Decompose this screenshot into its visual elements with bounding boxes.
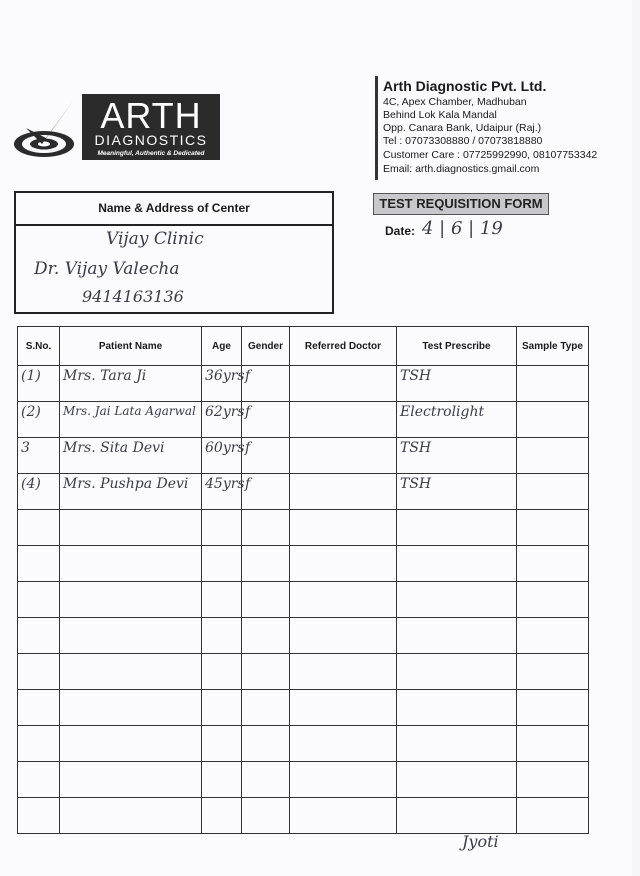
table-row [18,510,589,546]
cell-age [202,798,242,834]
cell-patient-name [60,438,202,474]
cell-age [202,366,245,402]
cell-sample-type [517,762,589,798]
address-divider [375,76,378,180]
cell-patient-name [60,762,202,798]
cell-referred-doctor [290,762,397,798]
handwritten-test-prescribe: Electrolight [400,404,485,420]
date-value-handwritten: 4 | 6 | 19 [422,218,503,239]
cell-patient-name [60,546,202,582]
cell-patient-name [60,654,202,690]
cell-sno [18,762,60,798]
cell-age [202,582,242,618]
cell-sno [18,402,60,438]
cell-gender [242,618,290,654]
cell-patient-name [60,474,202,510]
cell-age [202,762,242,798]
cell-referred-doctor [290,546,397,582]
cell-test-prescribe [397,438,517,474]
cell-test-prescribe [397,690,517,726]
cell-gender [242,582,290,618]
handwritten-test-prescribe: TSH [400,476,432,492]
table-row [18,402,589,438]
company-name: Arth Diagnostic Pvt. Ltd. [383,78,547,94]
cell-patient-name [60,402,202,438]
target-check-icon [12,94,82,164]
handwritten-age: 60yrs [205,440,245,456]
email-line: Email: arth.diagnostics.gmail.com [383,163,540,175]
cell-sample-type [517,654,589,690]
center-address-box [14,191,334,314]
cell-sample-type [517,582,589,618]
address-line: 4C, Apex Chamber, Madhuban [383,96,527,108]
cell-sno [18,798,60,834]
cell-age [202,474,245,510]
cell-gender [242,798,290,834]
cell-sno [18,582,60,618]
header-sample-type: Sample Type [517,327,589,366]
handwritten-gender: f [245,404,251,420]
header-sno: S.No. [18,327,60,366]
table-row [18,582,589,618]
cell-referred-doctor [290,582,397,618]
cell-test-prescribe [397,474,517,510]
logo-tagline: Meaningful, Authentic & Dedicated [97,150,205,157]
signature-handwritten: Jyoti [462,832,499,851]
cell-sno [18,546,60,582]
cell-gender [242,438,290,474]
handwritten-sno: 3 [21,440,30,456]
cell-sno [18,474,60,510]
cell-gender [242,690,290,726]
cell-sno [18,654,60,690]
cell-patient-name [60,366,202,402]
handwritten-age: 45yrs [205,476,245,492]
logo-subtitle: DIAGNOSTICS [94,132,208,148]
cell-sno [18,726,60,762]
cell-sample-type [517,366,589,402]
handwritten-patient-name: Mrs. Pushpa Devi [63,476,189,492]
cell-referred-doctor [290,474,397,510]
cell-sno [18,618,60,654]
cell-referred-doctor [290,690,397,726]
handwritten-gender: f [245,476,251,492]
cell-sample-type [517,546,589,582]
cell-sno [18,366,60,402]
handwritten-patient-name: Mrs. Jai Lata Agarwal [63,404,196,418]
cell-gender [242,762,290,798]
cell-age [202,726,242,762]
table-header-row [18,327,589,366]
handwritten-sno: (2) [21,404,41,420]
handwritten-test-prescribe: TSH [400,368,432,384]
cell-age [202,402,245,438]
cell-test-prescribe [397,402,517,438]
cell-test-prescribe [397,582,517,618]
handwritten-patient-name: Mrs. Tara Ji [63,368,147,384]
header-patient-name: Patient Name [60,327,202,366]
cell-sample-type [517,690,589,726]
cell-gender [242,474,290,510]
cell-gender [242,546,290,582]
cell-referred-doctor [290,510,397,546]
cell-test-prescribe [397,510,517,546]
cell-referred-doctor [290,798,397,834]
cell-age [202,438,245,474]
cell-age [202,510,242,546]
date-label: Date: [385,224,416,238]
cell-gender [242,726,290,762]
cell-referred-doctor [290,402,397,438]
cell-referred-doctor [290,366,397,402]
address-line: Opp. Canara Bank, Udaipur (Raj.) [383,122,542,134]
table-row [18,618,589,654]
cell-test-prescribe [397,762,517,798]
header-gender: Gender [242,327,290,366]
logo-wordmark: ARTH [100,95,202,136]
cell-test-prescribe [397,654,517,690]
cell-referred-doctor [290,654,397,690]
form-title: TEST REQUISITION FORM [373,193,549,215]
patient-table [17,326,589,834]
cell-age [202,546,242,582]
phone-line: Tel : 07073308880 / 07073818880 [383,135,543,147]
handwritten-gender: f [245,440,251,456]
cell-patient-name [60,510,202,546]
cell-test-prescribe [397,726,517,762]
cell-patient-name [60,690,202,726]
cell-patient-name [60,726,202,762]
cell-age [202,690,242,726]
header-referred-doctor: Referred Doctor [290,327,397,366]
cell-gender [242,366,290,402]
cell-sample-type [517,618,589,654]
table-row [18,690,589,726]
handwritten-age: 36yrs [205,368,245,384]
arth-logo [12,94,212,164]
table-row [18,654,589,690]
cell-sno [18,438,60,474]
cell-sample-type [517,402,589,438]
handwritten-patient-name: Mrs. Sita Devi [63,440,165,456]
handwritten-age: 62yrs [205,404,245,420]
cell-sample-type [517,510,589,546]
address-line: Behind Lok Kala Mandal [383,109,497,121]
cell-age [202,654,242,690]
handwritten-sno: (1) [21,368,41,384]
table-row [18,366,589,402]
handwritten-test-prescribe: TSH [400,440,432,456]
cell-sno [18,690,60,726]
header-age: Age [202,327,242,366]
table-row [18,438,589,474]
cell-gender [242,402,290,438]
table-row [18,474,589,510]
cell-patient-name [60,582,202,618]
cell-test-prescribe [397,618,517,654]
cell-referred-doctor [290,438,397,474]
cell-test-prescribe [397,366,517,402]
customer-care-line: Customer Care : 07725992990, 08107753342 [383,149,598,161]
cell-referred-doctor [290,618,397,654]
header-test-prescribe: Test Prescribe [397,327,517,366]
cell-referred-doctor [290,726,397,762]
center-name-handwritten: Vijay Clinic [106,229,204,249]
cell-sno [18,510,60,546]
cell-sample-type [517,438,589,474]
center-heading: Name & Address of Center [16,193,332,226]
cell-patient-name [60,618,202,654]
cell-gender [242,510,290,546]
cell-patient-name [60,798,202,834]
handwritten-sno: (4) [21,476,41,492]
table-row [18,546,589,582]
handwritten-gender: f [245,368,251,384]
table-row [18,726,589,762]
center-phone-handwritten: 9414163136 [82,287,184,306]
table-row [18,762,589,798]
cell-age [202,618,242,654]
cell-test-prescribe [397,798,517,834]
doctor-name-handwritten: Dr. Vijay Valecha [34,259,180,279]
cell-sample-type [517,726,589,762]
cell-sample-type [517,474,589,510]
table-row [18,798,589,834]
cell-test-prescribe [397,546,517,582]
cell-sample-type [517,798,589,834]
cell-gender [242,654,290,690]
